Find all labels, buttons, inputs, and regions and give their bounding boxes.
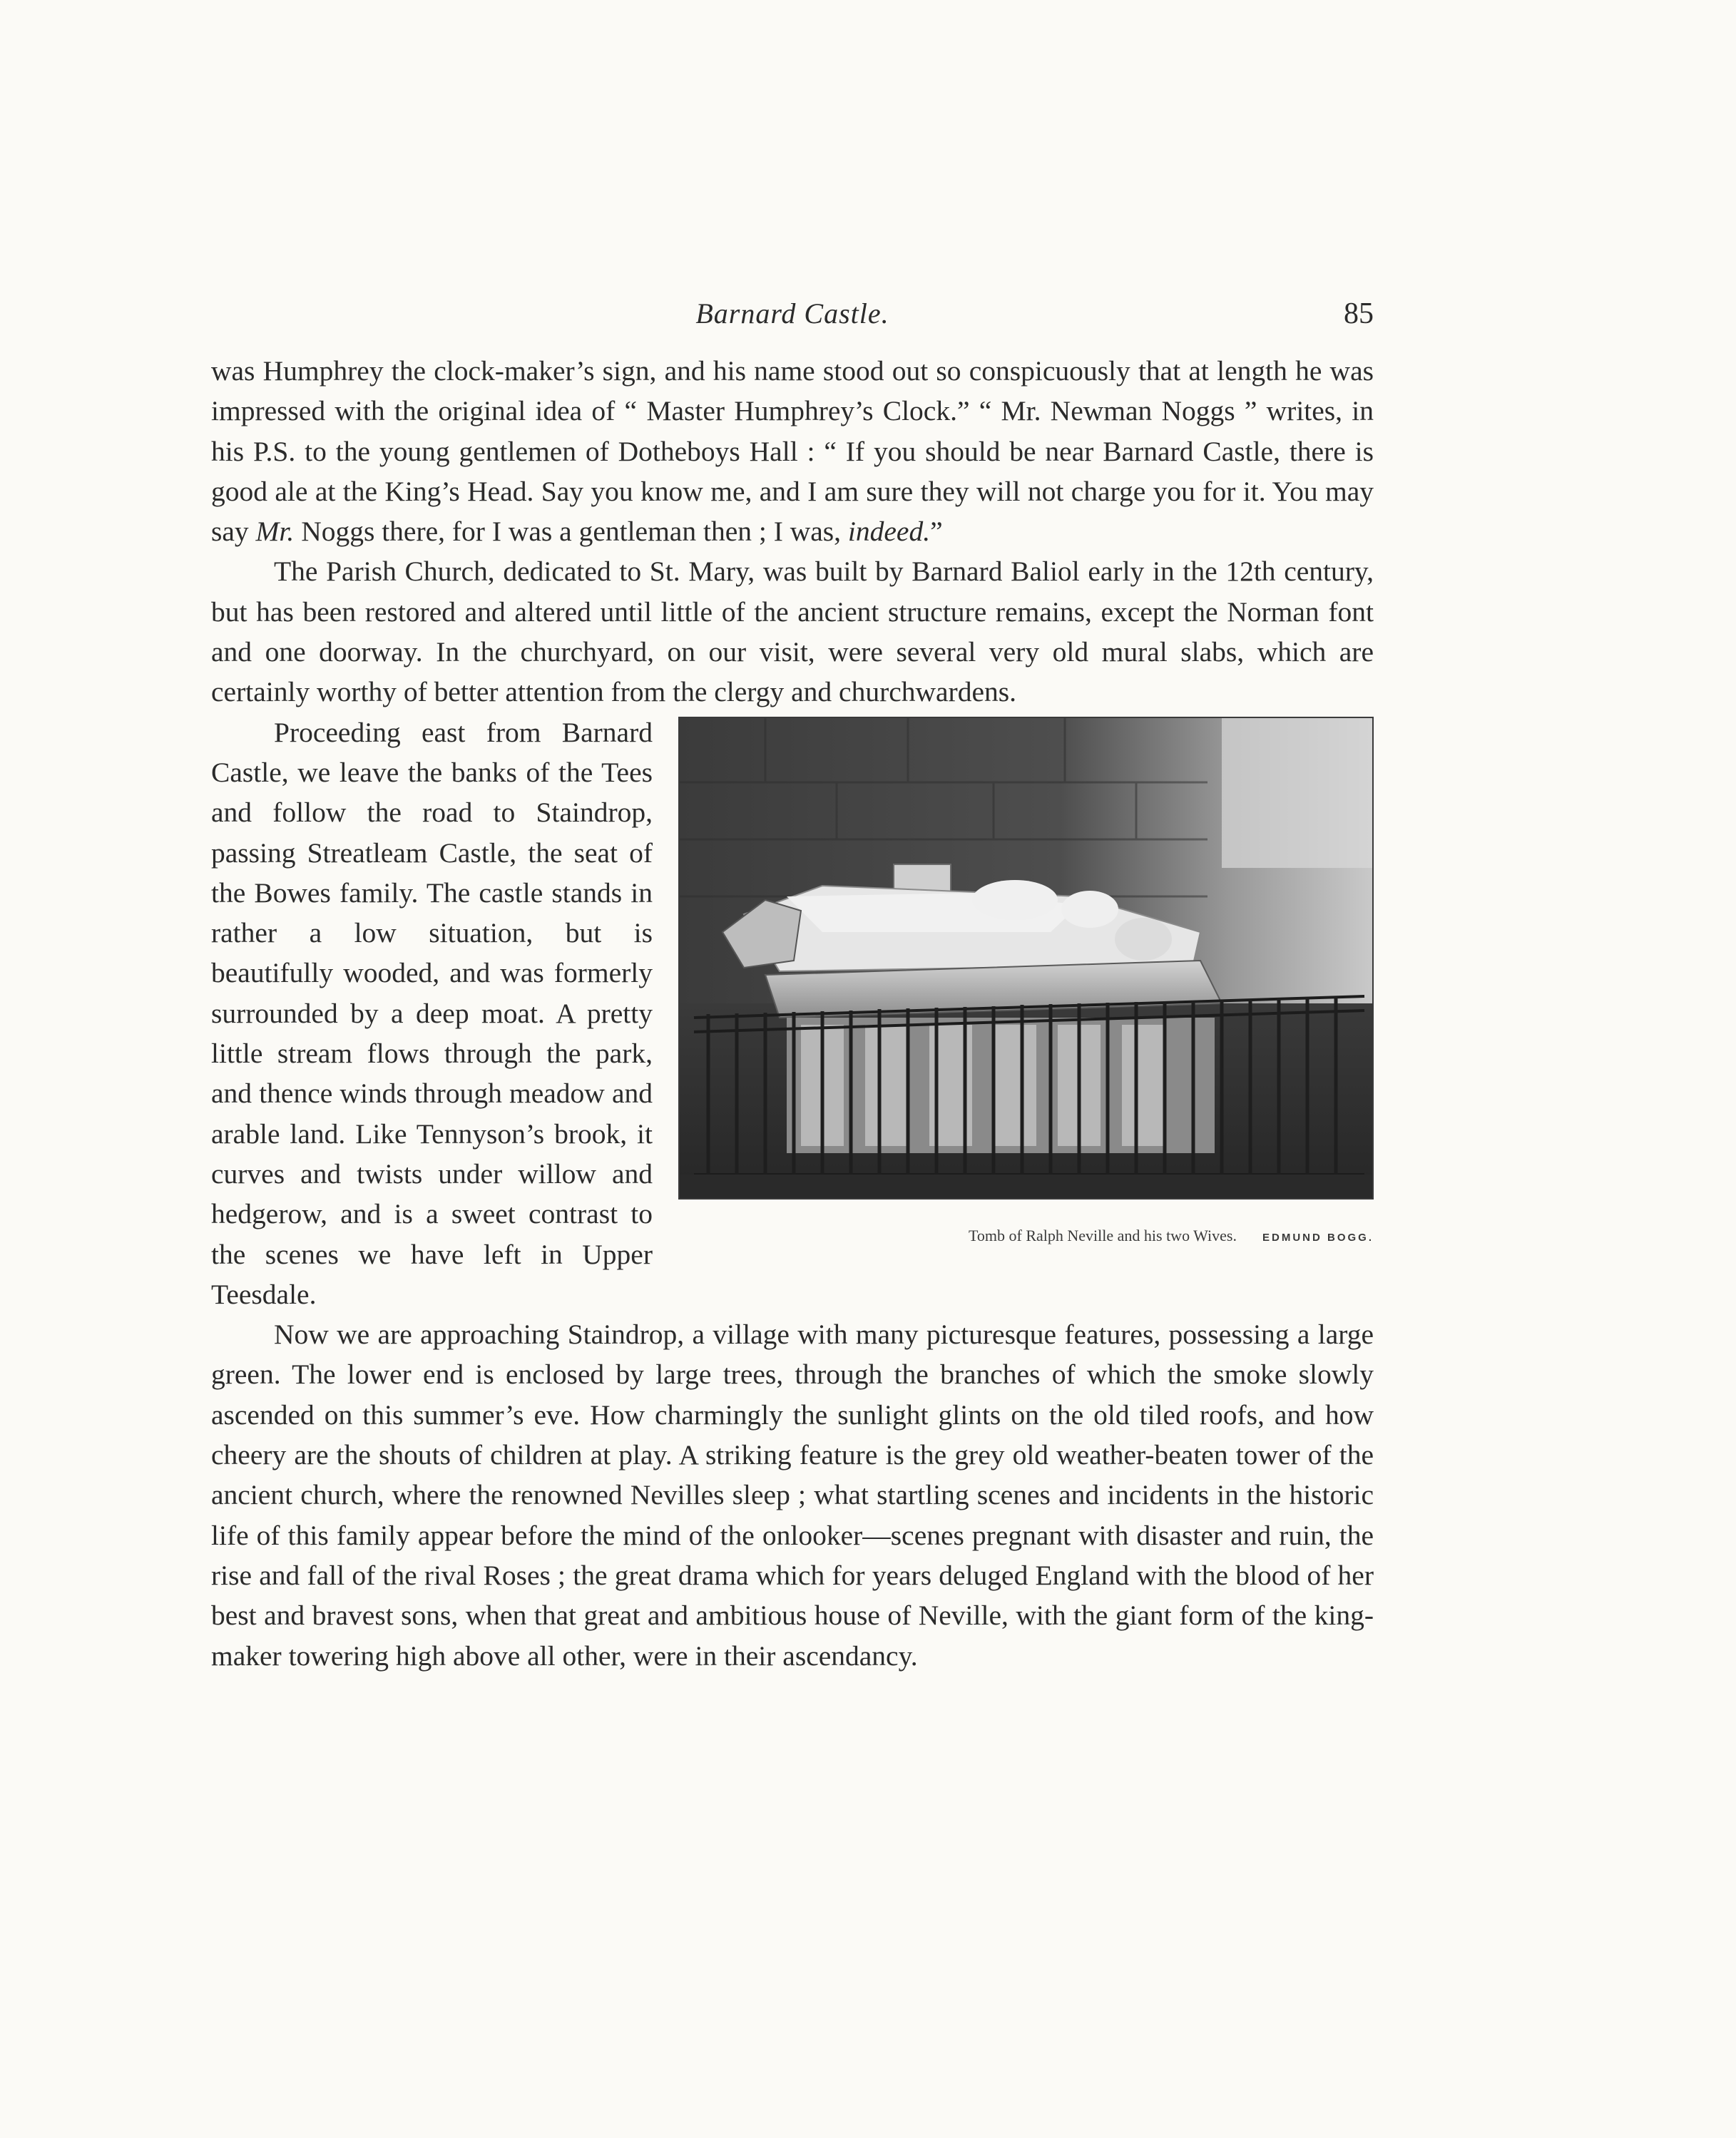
paragraph-2: The Parish Church, dedicated to St. Mary, was built by Barnard Baliol early in the 12th century, but has been restored and altered until little of the ancient structure remains, except the Norman font and one doorway. In the churchyard, on our visit, were several very old mural slabs, which are certainly worthy of better attention from the clergy and churchwardens.: [211, 556, 1374, 708]
closing-quote: ”: [930, 516, 943, 548]
italic-mr: Mr.: [255, 516, 295, 548]
paragraph-1-tail: Noggs there, for I was a gentleman then ; I was,: [294, 516, 848, 548]
photo-credit: EDMUND BOGG.: [1262, 1231, 1374, 1244]
running-head: [211, 291, 1374, 334]
paragraph-1: [211, 351, 1374, 551]
italic-indeed: indeed.: [847, 516, 931, 548]
running-title: Barnard Castle.: [695, 297, 889, 329]
body-text: [211, 351, 1374, 1676]
paragraph-4: Now we are approaching Staindrop, a village with many picturesque features, possessing a large green. The lower end is enclosed by large trees, through the branches of which the smoke slowly ascended on this summer’s eve. How charmingly the sunlight glints on the old tiled roofs, and how cheery are the shouts of children at play. A striking feature is the grey old weather-beaten tower of the ancient church, where the renowned Nevilles sleep ; what startling scenes and incidents in the historic life of this family appear before the mind of the onlooker—scenes pregnant with disaster and ruin, the rise and fall of the rival Roses ; the great drama which for years deluged England with the blood of her best and bravest sons, when that great and ambitious house of Neville, with the giant form of the king-maker towering high above all other, were in their ascendancy.: [211, 1319, 1374, 1672]
figure-caption: [678, 1216, 1374, 1258]
figure: [678, 717, 1374, 1300]
page-number: 85: [1344, 297, 1374, 330]
tomb-photograph: [678, 717, 1374, 1200]
paragraph-3: Proceeding east from Barnard Castle, we leave the banks of the Tees and follow the road to Staindrop, passing Streatleam Castle, the seat of the Bowes family. The castle stands in rather a low situation, but is beautifully wooded, and was formerly surrounded by a deep moat. A pretty little stream flows through the park, and thence winds through meadow and arable land. Like Tennyson’s brook, it curves and twists under willow and hedgerow, and is a sweet contrast to the scenes we have left in Upper Teesdale.: [211, 716, 653, 1310]
caption-text: Tomb of Ralph Neville and his two Wives.: [968, 1226, 1237, 1244]
paragraph-1-text: was Humphrey the clock-maker’s sign, and his name stood out so conspicuously that at length he was impressed with the original idea of “ Master Humphrey’s Clock.” “ Mr. Newman Noggs ” writes, in his P.S. to the young gentlemen of Dotheboys Hall : “ If you should be near Barnard Castle, there is good ale at the King’s Head. Say you know me, and I am sure they will not charge you for it. You may say: [211, 355, 1374, 548]
